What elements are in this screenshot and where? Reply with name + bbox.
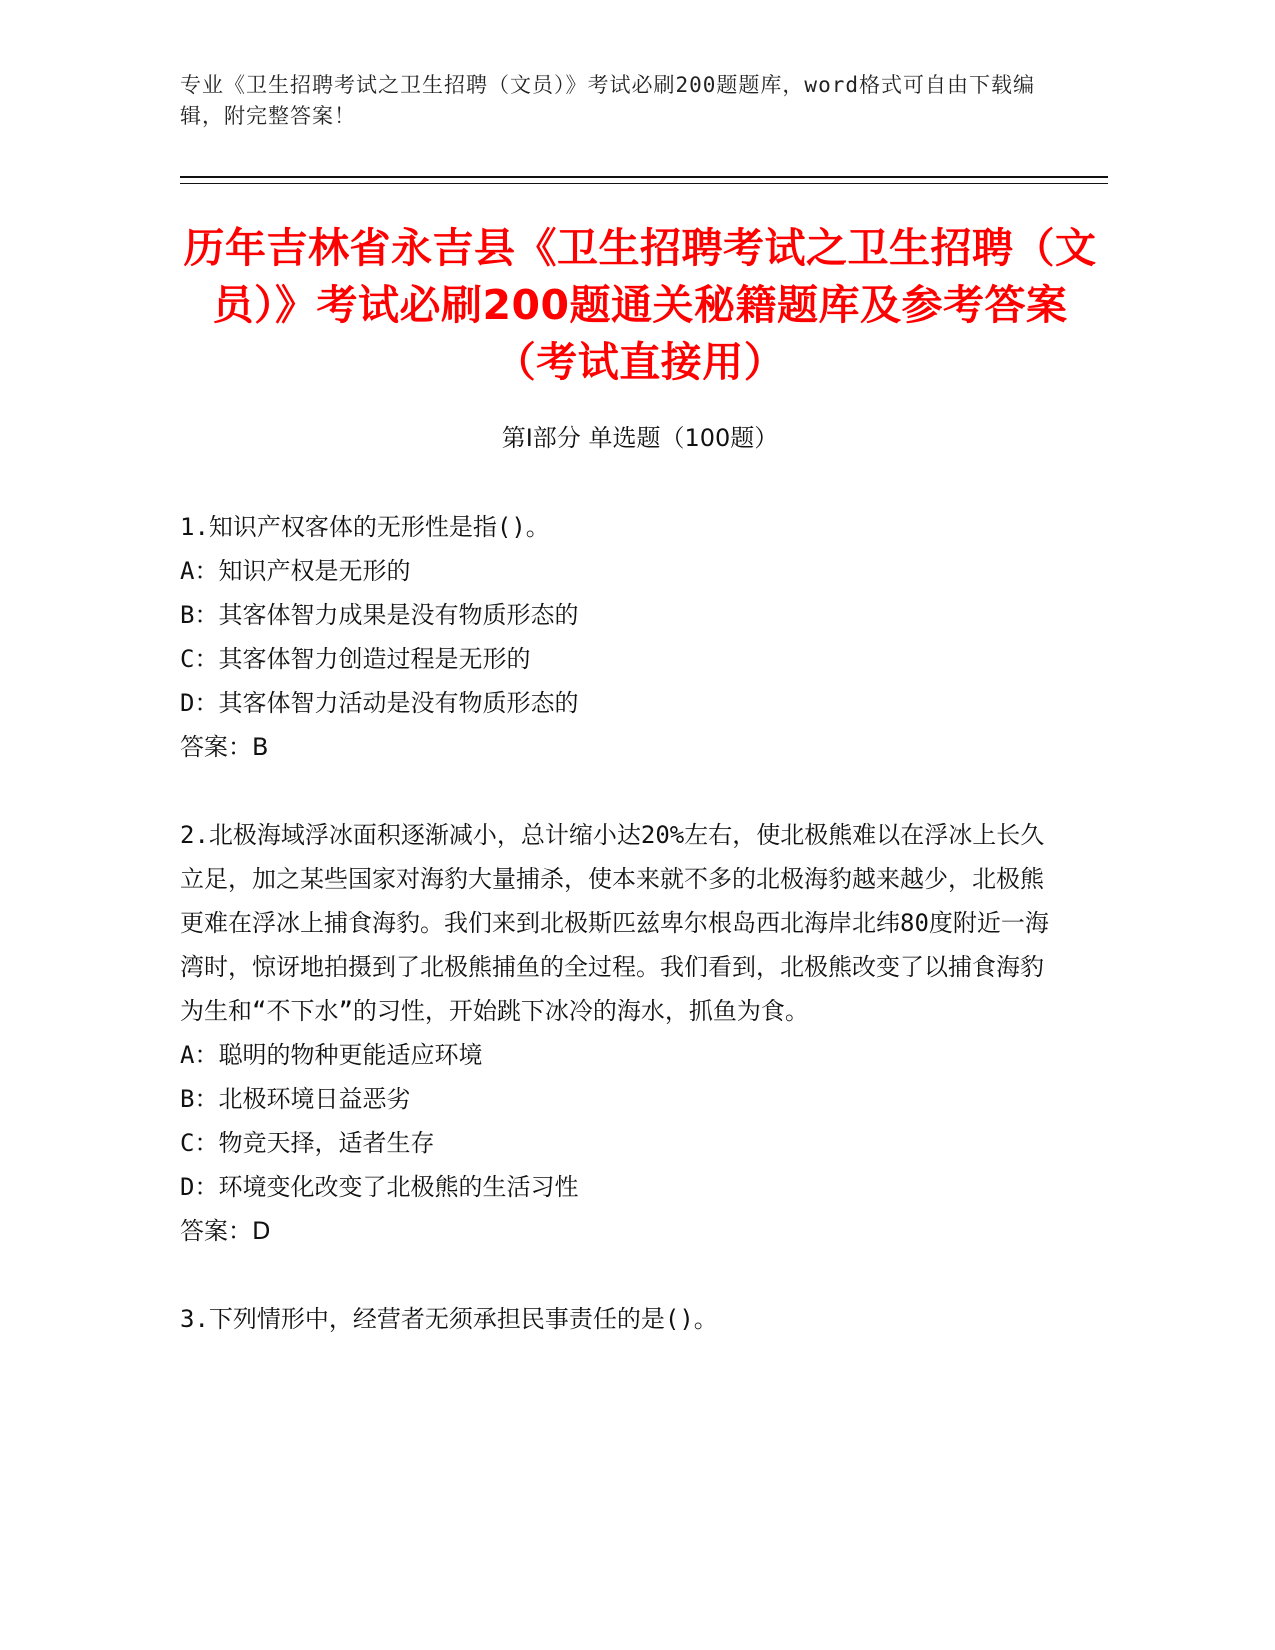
answer: 答案：B [180, 733, 269, 761]
option-a: A：知识产权是无形的 [180, 557, 411, 585]
question-1 [180, 505, 1060, 769]
header-divider-thick [180, 176, 1108, 178]
question-stem: 2.北极海域浮冰面积逐渐减小，总计缩小达20%左右，使北极熊难以在浮冰上长久立足，加之某些国家对海豹大量捕杀，使本来就不多的北极海豹越来越少，北极熊更难在浮冰上捕食海豹。我们来到北极斯匹兹卑尔根岛西北海岸北纬80度附近一海湾时，惊讶地拍摄到了北极熊捕鱼的全过程。我们看到，北极熊改变了以捕食海豹为生和“不下水”的习性，开始跳下冰冷的海水，抓鱼为食。 [180, 821, 1049, 1025]
answer: 答案：D [180, 1217, 271, 1245]
question-2 [180, 813, 1060, 1253]
question-list [180, 505, 1060, 1385]
option-d: D：环境变化改变了北极熊的生活习性 [180, 1173, 579, 1201]
question-3 [180, 1297, 1060, 1341]
document-title: 历年吉林省永吉县《卫生招聘考试之卫生招聘（文员）》考试必刷200题通关秘籍题库及参考答案（考试直接用） [183, 224, 1097, 386]
option-a: A：聪明的物种更能适应环境 [180, 1041, 483, 1069]
header-note: 专业《卫生招聘考试之卫生招聘（文员）》考试必刷200题题库，word格式可自由下载编辑，附完整答案！ [180, 73, 1035, 128]
option-d: D：其客体智力活动是没有物质形态的 [180, 689, 579, 717]
section-heading: 第Ⅰ部分 单选题（100题） [501, 424, 779, 452]
option-b: B：其客体智力成果是没有物质形态的 [180, 601, 579, 629]
option-c: C：物竞天择，适者生存 [180, 1129, 435, 1157]
option-c: C：其客体智力创造过程是无形的 [180, 645, 531, 673]
option-b: B：北极环境日益恶劣 [180, 1085, 411, 1113]
header-divider-thin [180, 183, 1108, 184]
question-stem: 1.知识产权客体的无形性是指()。 [180, 513, 550, 541]
question-stem: 3.下列情形中，经营者无须承担民事责任的是()。 [180, 1305, 718, 1333]
